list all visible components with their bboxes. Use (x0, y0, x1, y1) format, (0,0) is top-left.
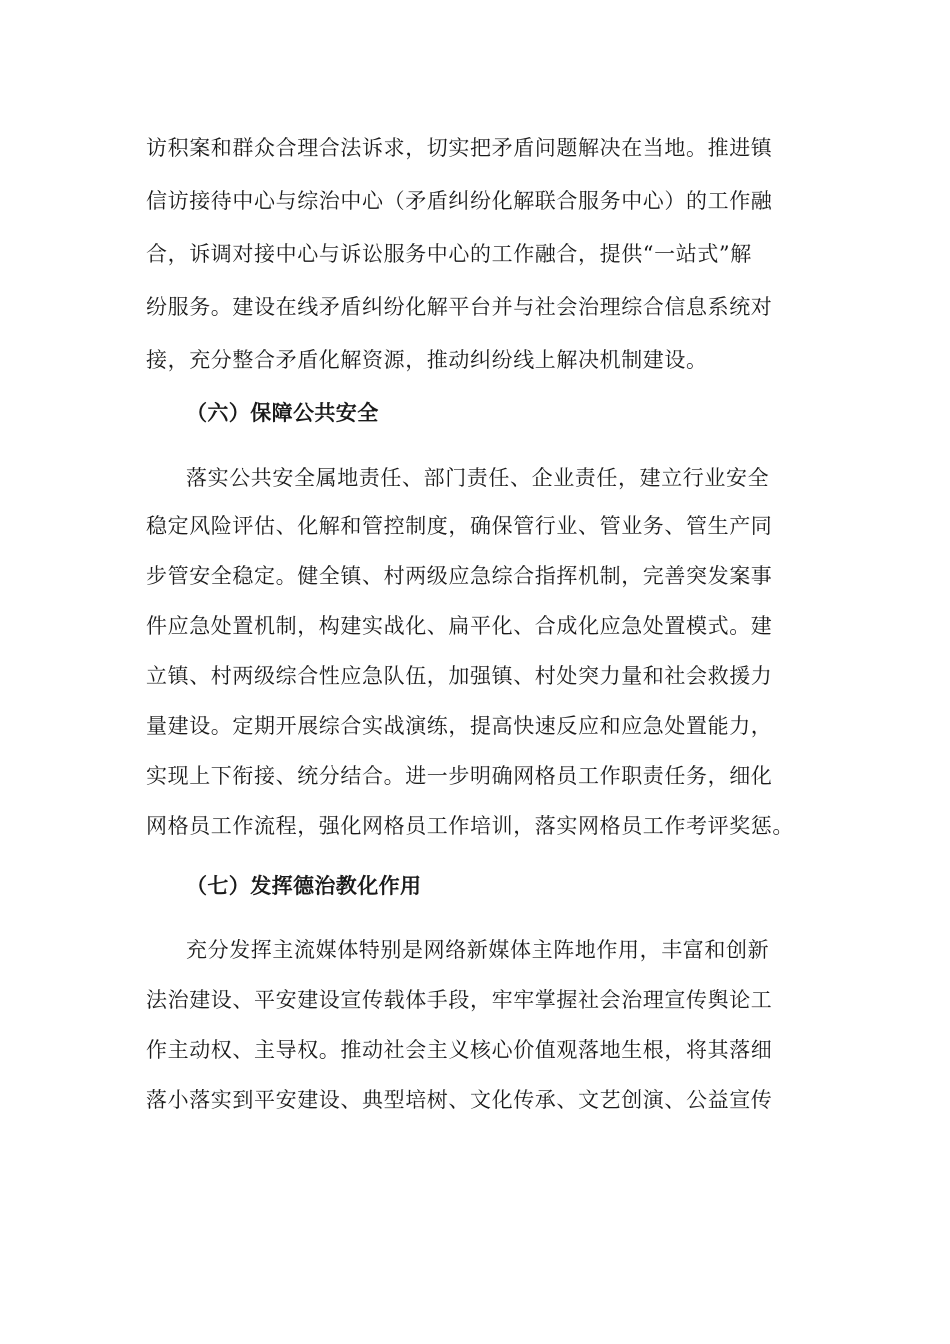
paragraph-line: 充分发挥主流媒体特别是网络新媒体主阵地作用，丰富和创新 (186, 938, 770, 962)
section-heading-6: （六）保障公共安全 (186, 401, 379, 425)
paragraph-line: 合，诉调对接中心与诉讼服务中心的工作融合，提供“一站式”解 (146, 242, 752, 266)
paragraph-line: 立镇、村两级综合性应急队伍，加强镇、村处突力量和社会救援力 (146, 664, 773, 688)
paragraph-line: 量建设。定期开展综合实战演练，提高快速反应和应急处置能力， (146, 714, 773, 738)
paragraph-line: 法治建设、平安建设宣传载体手段，牢牢掌握社会治理宣传舆论工 (146, 988, 773, 1012)
paragraph-line: 接，充分整合矛盾化解资源，推动纠纷线上解决机制建设。 (146, 348, 708, 372)
paragraph-line: 落实公共安全属地责任、部门责任、企业责任，建立行业安全 (186, 466, 770, 490)
paragraph-line: 网格员工作流程，强化网格员工作培训，落实网格员工作考评奖惩。 (146, 814, 794, 838)
paragraph-line: 件应急处置机制，构建实战化、扁平化、合成化应急处置模式。建 (146, 614, 773, 638)
paragraph-line: 步管安全稳定。健全镇、村两级应急综合指挥机制，完善突发案事 (146, 564, 773, 588)
paragraph-line: 访积案和群众合理合法诉求，切实把矛盾问题解决在当地。推进镇 (146, 136, 773, 160)
paragraph-line: 落小落实到平安建设、典型培树、文化传承、文艺创演、公益宣传 (146, 1088, 773, 1112)
paragraph-line: 实现上下衔接、统分结合。进一步明确网格员工作职责任务，细化 (146, 764, 773, 788)
paragraph-line: 稳定风险评估、化解和管控制度，确保管行业、管业务、管生产同 (146, 514, 773, 538)
paragraph-line: 纷服务。建设在线矛盾纠纷化解平台并与社会治理综合信息系统对 (146, 295, 773, 319)
section-heading-7: （七）发挥德治教化作用 (186, 874, 422, 898)
paragraph-line: 作主动权、主导权。推动社会主义核心价值观落地生根，将其落细 (146, 1038, 773, 1062)
paragraph-line: 信访接待中心与综治中心（矛盾纠纷化解联合服务中心）的工作融 (146, 189, 773, 213)
